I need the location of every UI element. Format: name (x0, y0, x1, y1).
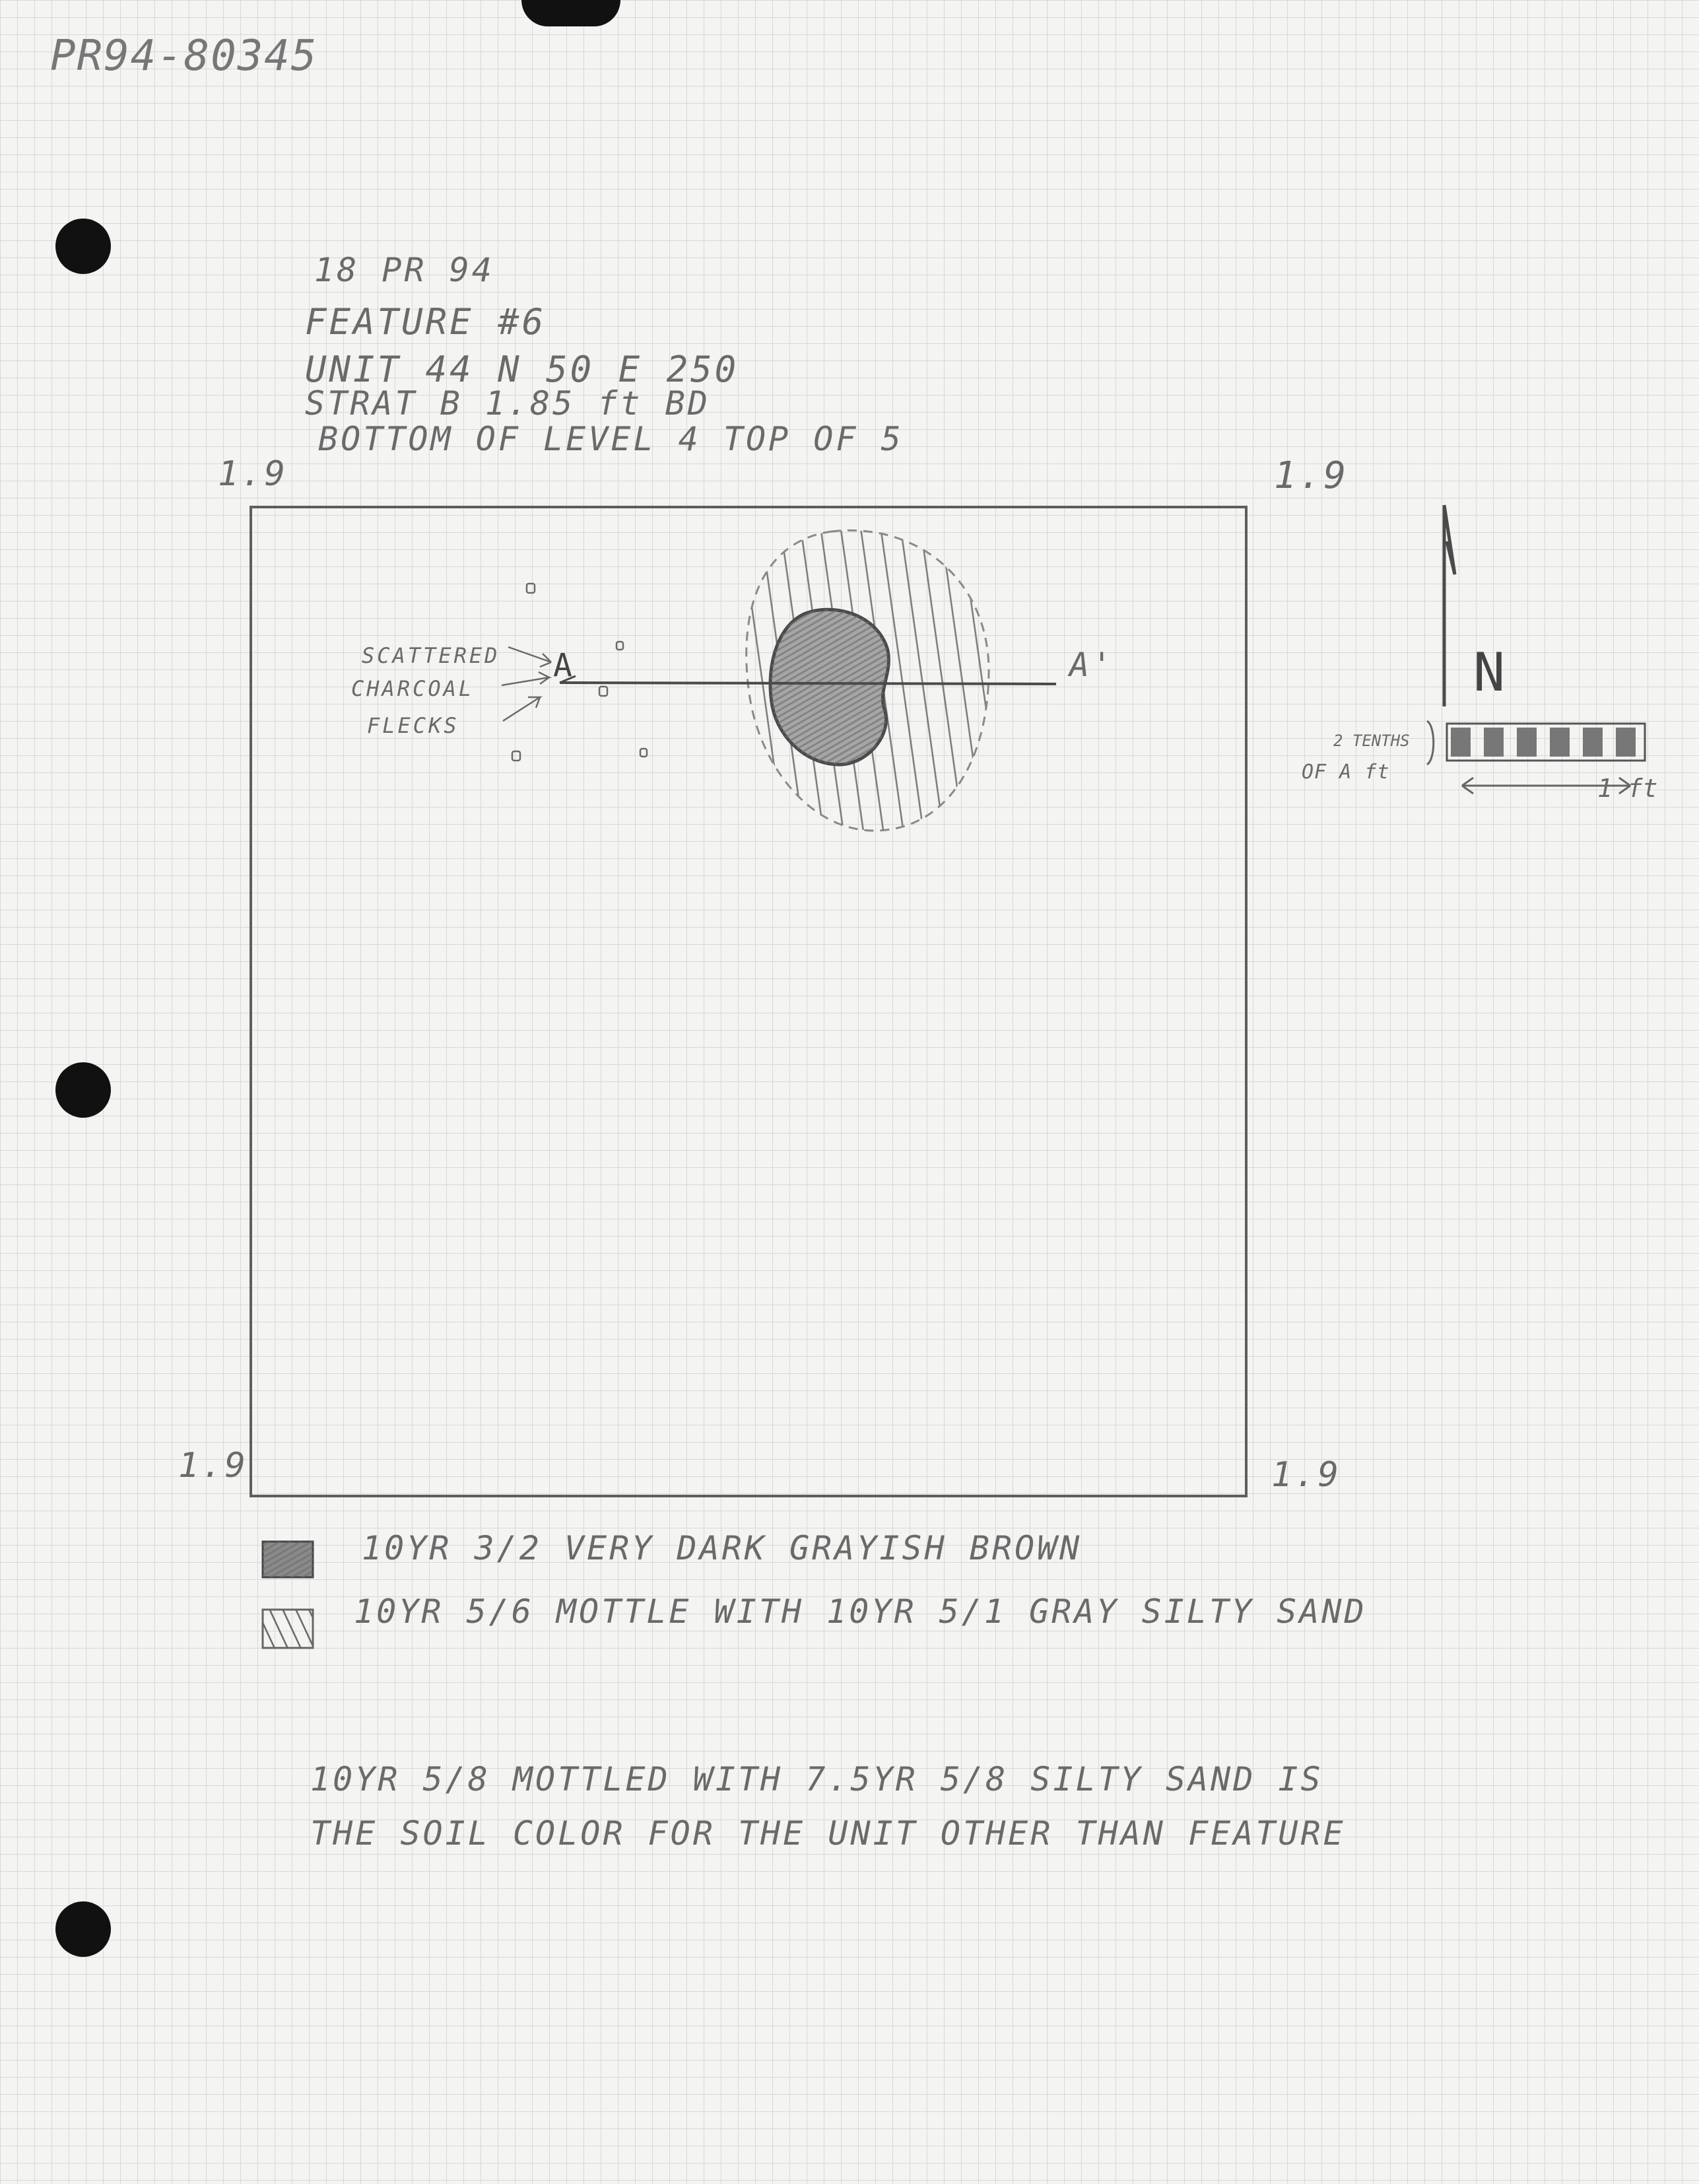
level-note: BOTTOM OF LEVEL 4 TOP OF 5 (318, 420, 904, 458)
charcoal-note-line-1: SCATTERED (362, 643, 500, 668)
unit-location: UNIT 44 N 50 E 250 (305, 349, 739, 390)
corner-elevation-top-right: 1.9 (1274, 454, 1349, 497)
charcoal-flecks (512, 584, 647, 761)
corner-elevation-top-left: 1.9 (218, 454, 288, 494)
section-label-a: A (553, 647, 575, 684)
charcoal-fleck (640, 749, 647, 757)
soil-note-line-1: 10YR 5/8 MOTTLED WITH 7.5YR 5/8 SILTY SAND IS (310, 1760, 1323, 1798)
north-arrow (1444, 505, 1455, 706)
north-label: N (1473, 642, 1506, 703)
page-id: PR94-80345 (50, 32, 318, 81)
legend-text-hatched: 10YR 5/6 MOTTLE WITH 10YR 5/1 GRAY SILTY SAND (354, 1592, 1367, 1631)
site-number: 18 PR 94 (314, 251, 494, 289)
section-line (560, 683, 1056, 684)
section-label-a-prime: A' (1069, 646, 1115, 684)
scale-length-label: 1 ft (1597, 774, 1658, 803)
feature-number: FEATURE #6 (305, 301, 547, 343)
scale-tenths-label: 2 TENTHS (1333, 732, 1410, 750)
legend-text-dark: 10YR 3/2 VERY DARK GRAYISH BROWN (362, 1529, 1083, 1567)
charcoal-fleck (599, 687, 607, 696)
soil-note-line-2: THE SOIL COLOR FOR THE UNIT OTHER THAN FEATURE (310, 1814, 1346, 1853)
strat-depth: STRAT B 1.85 ft BD (305, 384, 710, 423)
note-arrows (502, 647, 551, 721)
charcoal-fleck (616, 642, 623, 650)
scale-of-a-ft-label: OF A ft (1302, 761, 1390, 784)
corner-elevation-bottom-right: 1.9 (1271, 1455, 1341, 1495)
charcoal-fleck (527, 584, 535, 593)
charcoal-note-line-3: FLECKS (367, 713, 459, 738)
charcoal-fleck (512, 751, 520, 761)
corner-elevation-bottom-left: 1.9 (178, 1446, 248, 1485)
legend-swatch-hatched (263, 1610, 313, 1648)
legend-swatch-dark-shading (263, 1542, 313, 1577)
charcoal-note-line-2: CHARCOAL (351, 676, 475, 701)
